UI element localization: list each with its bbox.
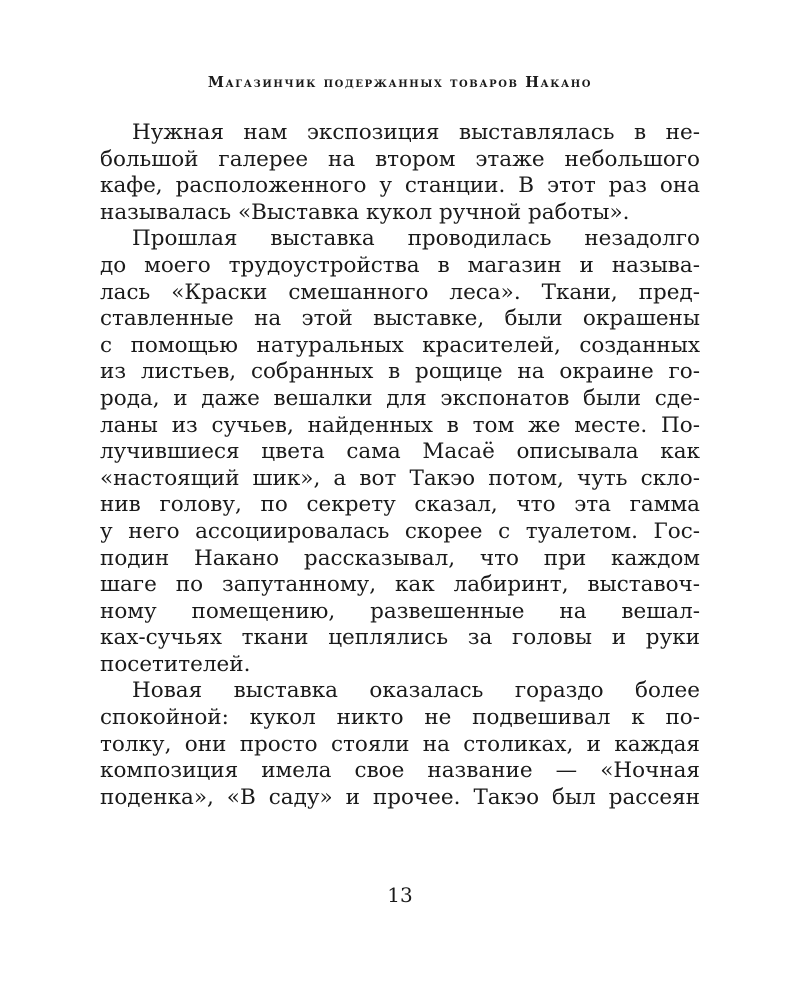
text-line: из листьев, собранных в рощице на окраине го- xyxy=(100,359,700,385)
text-line: называлась «Выставка кукол ручной работы». xyxy=(100,199,630,225)
text-line: Новая выставка оказалась гораздо более xyxy=(132,678,700,704)
text-line: спокойной: кукол никто не подвешивал к по- xyxy=(100,705,700,731)
text-line: лась «Краски смешанного леса». Ткани, пред- xyxy=(100,279,700,305)
text-line: нив голову, по секрету сказал, что эта гамма xyxy=(100,492,700,518)
text-line: до моего трудоустройства в магазин и называ- xyxy=(100,252,700,278)
text-line: поденка», «В саду» и прочее. Такэо был рассеян xyxy=(100,784,700,810)
running-head: Магазинчик подержанных товаров Накано xyxy=(207,74,593,91)
text-line: большой галерее на втором этаже небольшого xyxy=(100,146,700,172)
page-number: 13 xyxy=(387,883,413,907)
text-line: лучившиеся цвета сама Масаё описывала как xyxy=(100,439,700,465)
text-line: шаге по запутанному, как лабиринт, выставоч- xyxy=(100,572,700,598)
text-line: Нужная нам экспозиция выставлялась в не- xyxy=(132,120,700,145)
text-line: рода, и даже вешалки для экспонатов были сде- xyxy=(100,385,700,411)
text-line: кафе, расположенного у станции. В этот раз она xyxy=(100,173,700,199)
text-line: Прошлая выставка проводилась незадолго xyxy=(132,226,700,252)
text-line: ному помещению, развешенные на вешал- xyxy=(100,598,700,624)
text-line: ланы из сучьев, найденных в том же месте. По- xyxy=(100,412,700,438)
text-line: у него ассоциировалась скорее с туалетом. Гос- xyxy=(100,518,700,544)
body-text xyxy=(100,120,700,811)
text-line: подин Накано рассказывал, что при каждом xyxy=(100,545,700,571)
text-line: с помощью натуральных красителей, созданных xyxy=(100,332,700,358)
text-line: толку, они просто стояли на столиках, и каждая xyxy=(100,731,700,757)
text-line: ставленные на этой выставке, были окрашены xyxy=(100,306,700,332)
text-line: ках-сучьях ткани цеплялись за головы и руки xyxy=(100,625,700,651)
text-line: посетителей. xyxy=(100,651,251,677)
text-line: композиция имела свое название — «Ночная xyxy=(100,758,700,784)
text-line: «настоящий шик», а вот Такэо потом, чуть скло- xyxy=(100,465,700,491)
